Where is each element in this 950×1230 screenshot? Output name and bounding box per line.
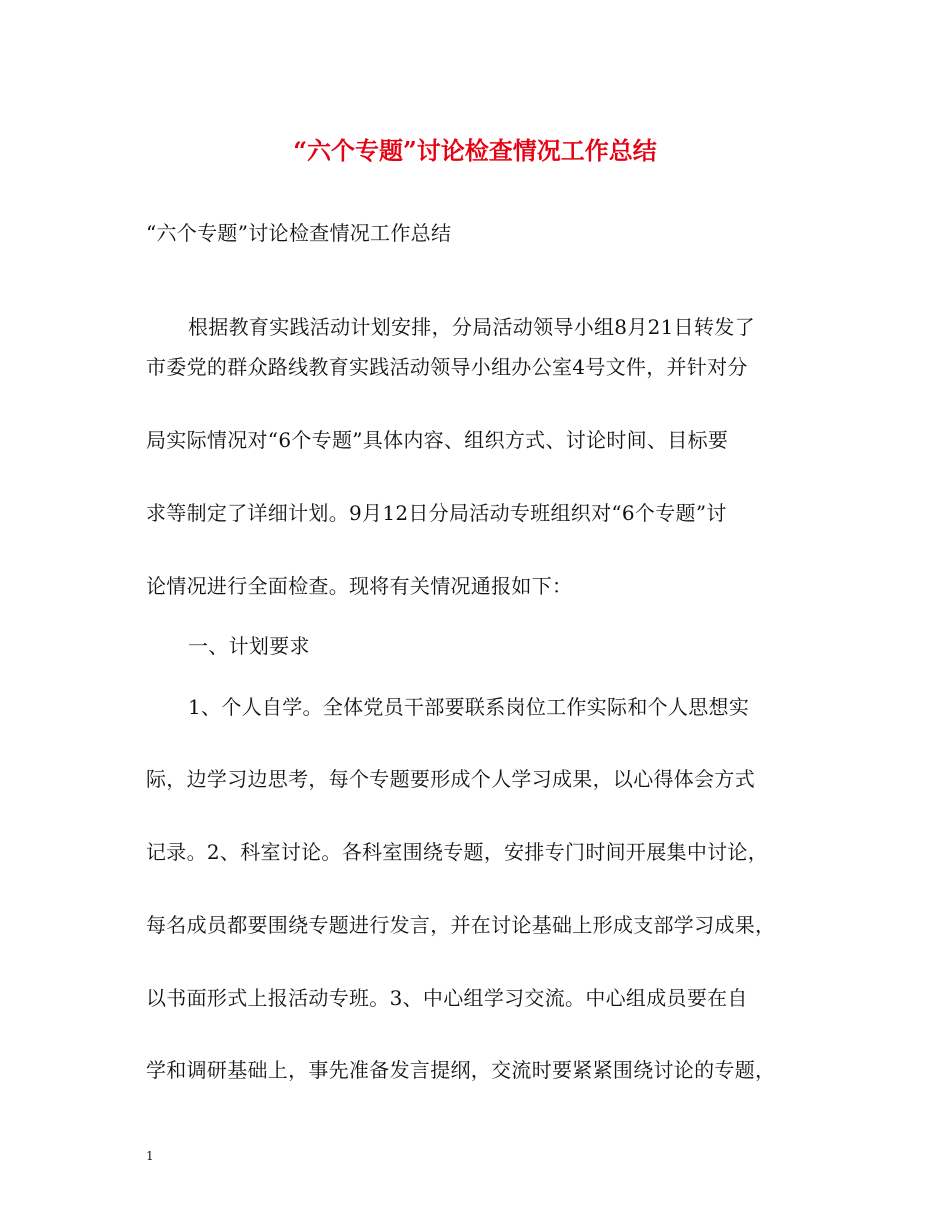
section-heading: 一、计划要求 <box>188 634 310 658</box>
body-line: 以书面形式上报活动专班。3、中心组学习交流。中心组成员要在自 <box>146 986 748 1010</box>
body-line: 际，边学习边思考，每个专题要形成个人学习成果，以心得体会方式 <box>146 767 755 791</box>
body-line: 每名成员都要围绕专题进行发言，并在讨论基础上形成支部学习成果， <box>146 913 776 937</box>
page-number: 1 <box>146 1149 154 1163</box>
body-line: 局实际情况对“6个专题”具体内容、组织方式、讨论时间、目标要 <box>146 428 729 452</box>
body-line: 市委党的群众路线教育实践活动领导小组办公室4号文件，并针对分 <box>146 355 748 379</box>
body-line: 根据教育实践活动计划安排，分局活动领导小组8月21日转发了 <box>188 315 755 339</box>
document-title: “六个专题”讨论检查情况工作总结 <box>293 136 657 165</box>
body-line: 学和调研基础上，事先准备发言提纲，交流时要紧紧围绕讨论的专题， <box>146 1058 776 1082</box>
body-line: 记录。2、科室讨论。各科室围绕专题，安排专门时间开展集中讨论， <box>146 840 769 864</box>
body-line: 求等制定了详细计划。9月12日分局活动专班组织对“6个专题”讨 <box>146 501 727 525</box>
body-line: 论情况进行全面检查。现将有关情况通报如下： <box>146 574 573 598</box>
body-line: 1、个人自学。全体党员干部要联系岗位工作实际和个人思想实 <box>188 695 750 719</box>
body-line-subtitle: “六个专题”讨论检查情况工作总结 <box>146 221 452 245</box>
